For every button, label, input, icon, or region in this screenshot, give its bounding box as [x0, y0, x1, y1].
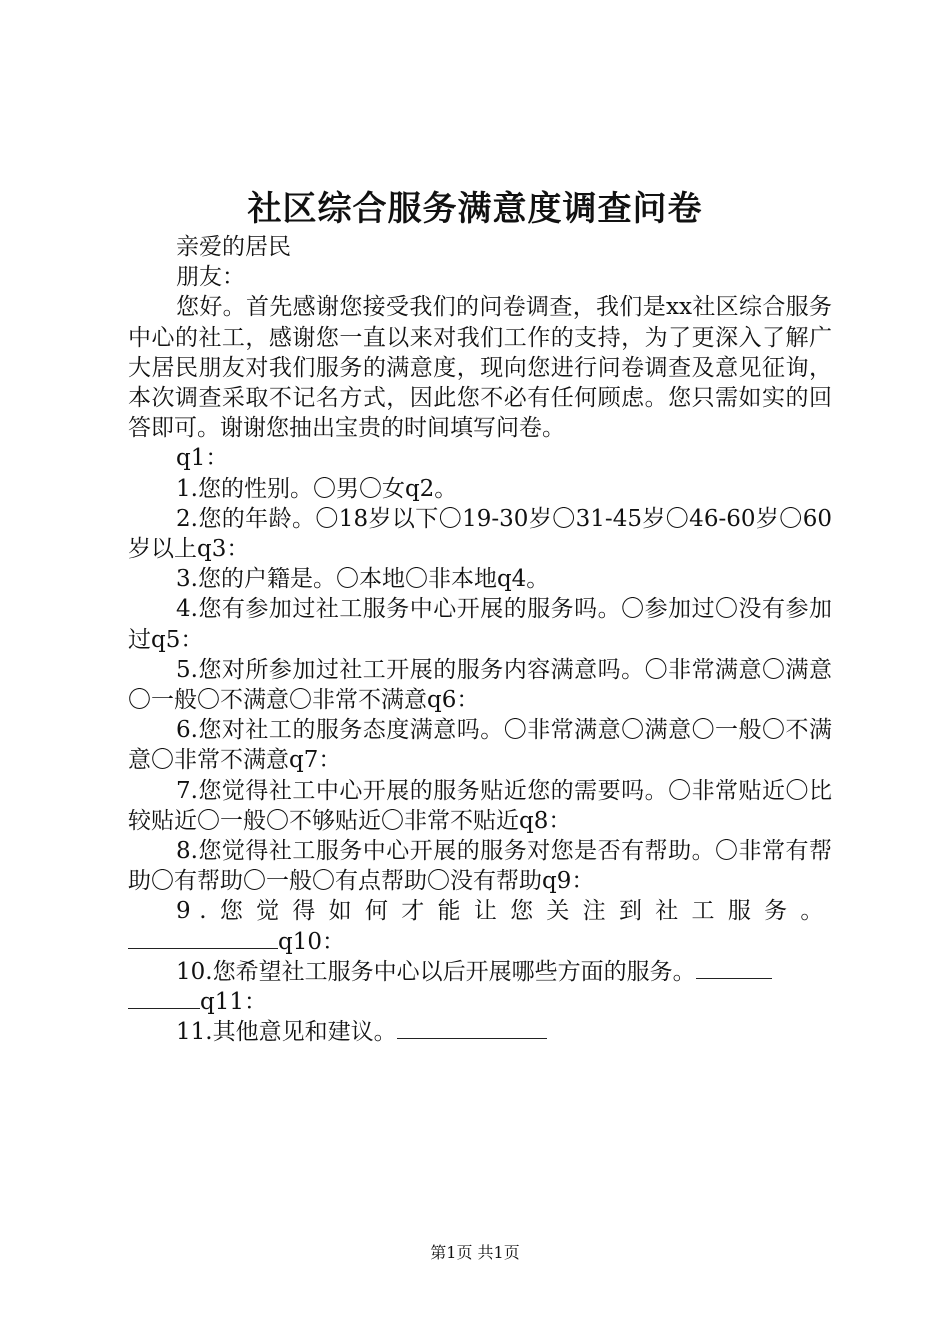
greeting-line-1: 亲爱的居民: [176, 234, 291, 260]
question-11: [128, 1017, 832, 1047]
question-5: 5.您对所参加过社工开展的服务内容满意吗。〇非常满意〇满意〇一般〇不满意〇非常不满意q6：: [128, 656, 832, 714]
question-10-text: 10.您希望社工服务中心以后开展哪些方面的服务。: [176, 958, 696, 985]
document-body: [128, 232, 832, 1047]
question-1: 1.您的性别。〇男〇女q2。: [176, 475, 458, 502]
q10-answer-blank-1[interactable]: [696, 958, 772, 979]
question-9-text: 9.您觉得如何才能让您关注到社工服务。: [176, 898, 832, 925]
document-title: 社区综合服务满意度调查问卷: [247, 189, 703, 229]
q11-answer-blank[interactable]: [397, 1018, 547, 1039]
question-3: 3.您的户籍是。〇本地〇非本地q4。: [176, 566, 550, 593]
question-2: 2.您的年龄。〇18岁以下〇19-30岁〇31-45岁〇46-60岁〇60岁以上q3：: [128, 505, 832, 563]
greeting-line-2: 朋友：: [176, 264, 245, 291]
question-11-text: 11.其他意见和建议。: [176, 1019, 397, 1046]
q9-answer-blank[interactable]: [128, 928, 278, 949]
q10-tail: q11：: [200, 989, 267, 1016]
page-footer: 第1页 共1页: [430, 1243, 520, 1262]
q1-label: q1：: [176, 445, 229, 472]
question-4: 4.您有参加过社工服务中心开展的服务吗。〇参加过〇没有参加过q5：: [128, 596, 832, 653]
question-7: 7.您觉得社工中心开展的服务贴近您的需要吗。〇非常贴近〇比较贴近〇一般〇不够贴近〇非常不贴近q8：: [128, 777, 832, 834]
question-9-answer-line: [128, 927, 832, 957]
question-9: [128, 896, 832, 926]
question-8: 8.您觉得社工服务中心开展的服务对您是否有帮助。〇非常有帮助〇有帮助〇一般〇有点帮助〇没有帮助q9：: [128, 838, 832, 895]
question-6: 6.您对社工的服务态度满意吗。〇非常满意〇满意〇一般〇不满意〇非常不满意q7：: [128, 717, 832, 774]
q10-answer-blank-2[interactable]: [128, 988, 200, 1009]
question-10: [128, 957, 832, 987]
question-10-answer-line: [128, 987, 832, 1017]
q9-tail: q10：: [278, 928, 345, 955]
intro-paragraph: 您好。首先感谢您接受我们的问卷调查，我们是xx社区综合服务中心的社工，感谢您一直以来对我们工作的支持，为了更深入了解广大居民朋友对我们服务的满意度，现向您进行问卷调查及意见征询，本次调查采取不记名方式，因此您不必有任何顾虑。您只需如实的回答即可。谢谢您抽出宝贵的时间填写问卷。: [128, 294, 832, 442]
